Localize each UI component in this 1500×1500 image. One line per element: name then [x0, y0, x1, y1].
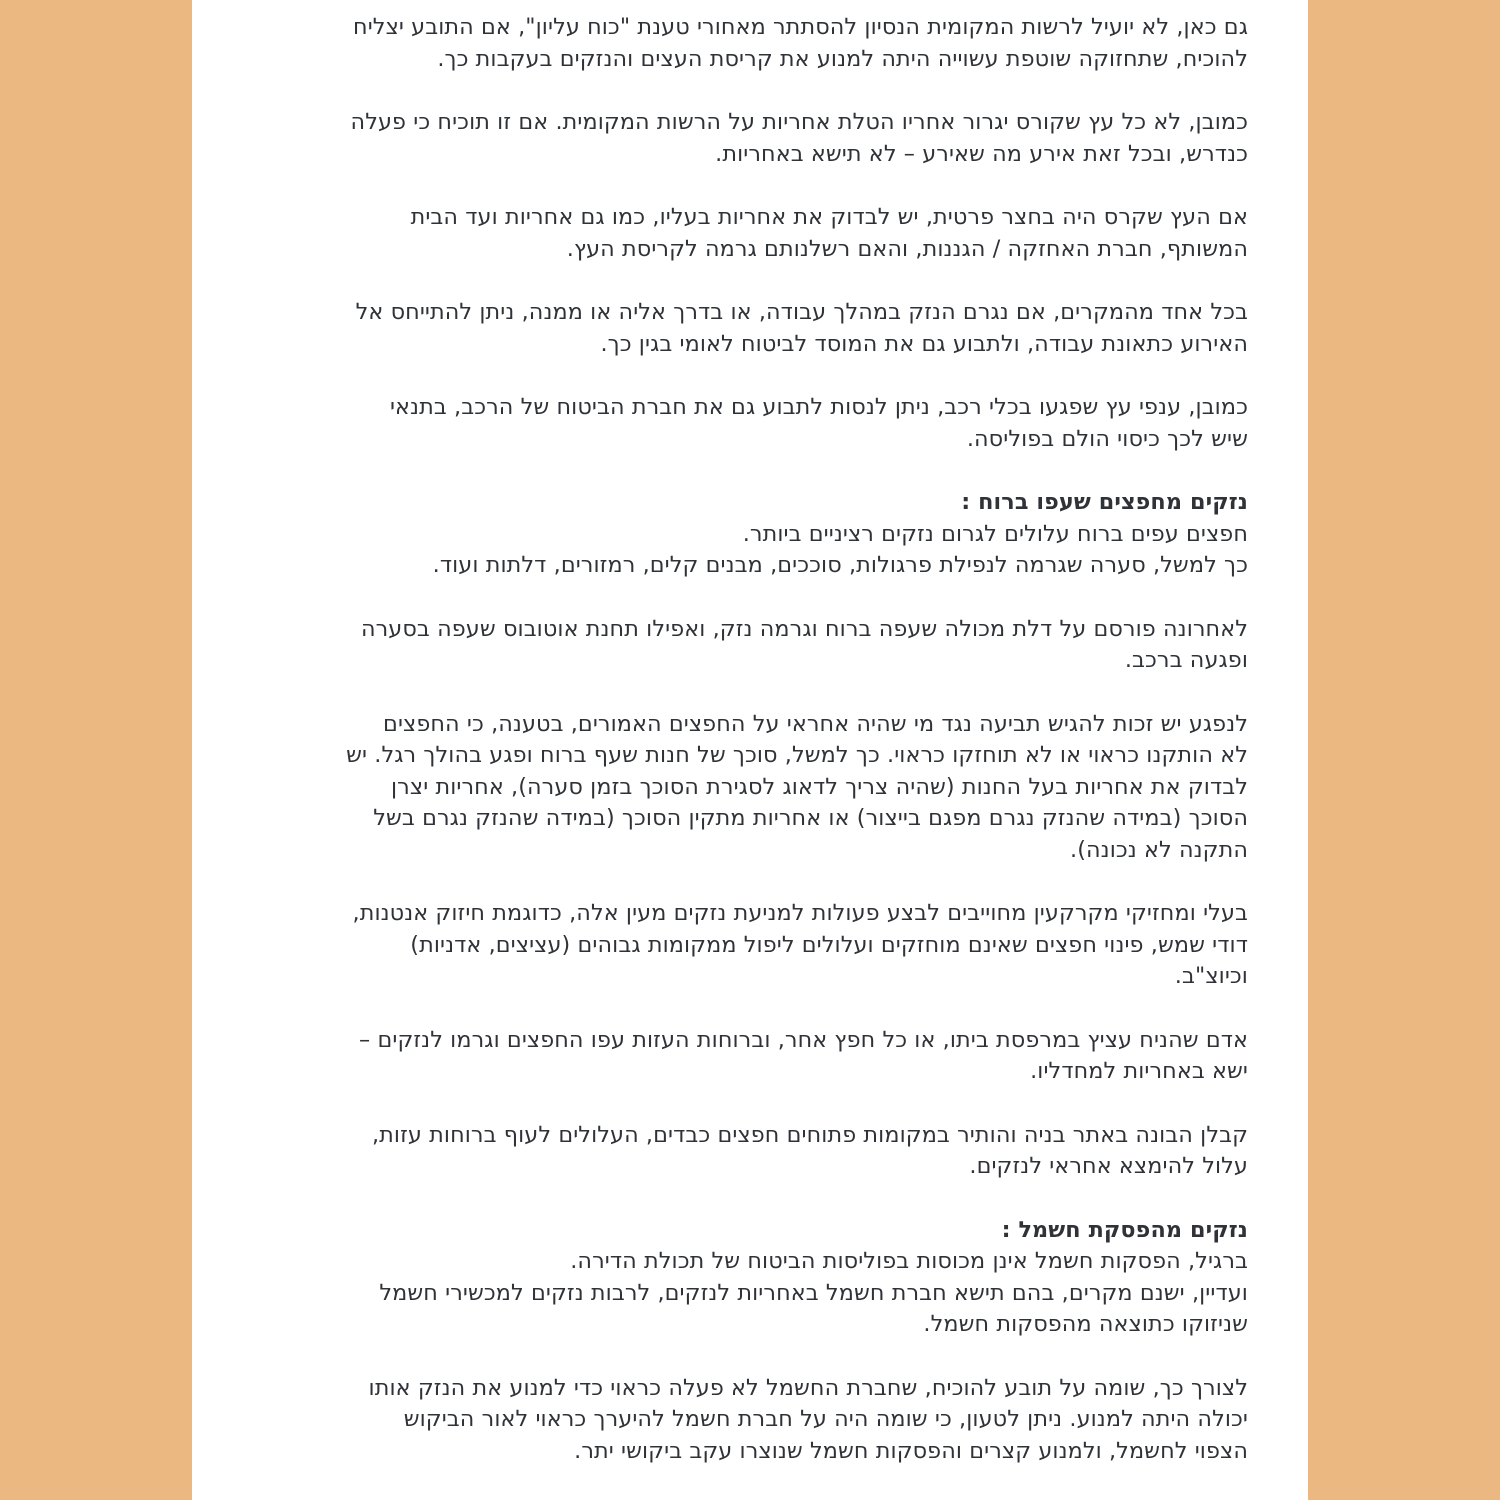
text-line: קבלן הבונה באתר בניה והותיר במקומות פתוחים חפצים כבדים, העלולים לעוף ברוחות עזות,: [371, 1121, 1248, 1148]
text-line: לנפגע יש זכות להגיש תביעה נגד מי שהיה אחראי על החפצים האמורים, בטענה, כי החפצים: [383, 710, 1248, 737]
text-line: בכל אחד מהמקרים, אם נגרם הנזק במהלך עבודה, או בדרך אליה או ממנה, ניתן להתייחס אל: [355, 299, 1248, 325]
text-line: שיש לכך כיסוי הולם בפוליסה.: [966, 425, 1248, 452]
text-line: כמובן, ענפי עץ שפגעו בכלי רכב, ניתן לנסות לתבוע גם את חברת הביטוח של הרכב, בתנאי: [389, 394, 1248, 420]
text-line: דודי שמש, פינוי חפצים שאינם מוחזקים ועלולים ליפול ממקומות גבוהים (עציצים, אדניות): [410, 931, 1248, 958]
paragraph: [252, 898, 1248, 993]
document-page: [192, 0, 1308, 1500]
text-line: הסוכך (במידה שהנזק נגרם מפגם בייצור) או אחריות מתקין הסוכך (במידה שהנזק נגרם בשל: [373, 805, 1248, 831]
paragraph: [252, 614, 1248, 677]
text-line: הצפוי לחשמל, ולמנוע קצרים והפסקות חשמל שנוצרו עקב ביקושי יתר.: [574, 1437, 1248, 1464]
text-line: ועדיין, ישנם מקרים, בהם תישא חברת חשמל באחריות לנזקים, לרבות נזקים למכשירי חשמל: [379, 1279, 1248, 1306]
paragraph: [252, 202, 1248, 265]
paragraph: [252, 1025, 1248, 1088]
section-heading: נזקים מחפצים שעפו ברוח :: [961, 489, 1248, 515]
text-line: אם העץ שקרס היה בחצר פרטית, יש לבדוק את אחריות בעליו, כמו גם אחריות ועד הבית: [410, 204, 1248, 230]
text-line: חפצים עפים ברוח עלולים לגרום נזקים רציניים ביותר.: [742, 520, 1248, 547]
paragraph: [252, 1373, 1248, 1468]
text-line: כמובן, לא כל עץ שקורס יגרור אחריו הטלת אחריות על הרשות המקומית. אם זו תוכיח כי פעלה: [350, 109, 1248, 135]
text-line: לצורך כך, שומה על תובע להוכיח, שחברת החשמל לא פעלה כראוי כדי למנוע את הנזק אותו: [368, 1374, 1248, 1401]
text-line: ברגיל, הפסקות חשמל אינן מכוסות בפוליסות הביטוח של תכולת הדירה.: [570, 1248, 1248, 1274]
text-line: התקנה לא נכונה).: [1070, 836, 1248, 863]
paragraph: [252, 1120, 1248, 1183]
paragraph: [252, 392, 1248, 455]
paragraph: [252, 107, 1248, 170]
text-line: האירוע כתאונת עבודה, ולתבוע גם את המוסד לביטוח לאומי בגין כך.: [600, 330, 1248, 357]
paragraph: [252, 709, 1248, 867]
text-line: יכולה היתה למנוע. ניתן לטעון, כי שומה היה על חברת חשמל להיערך כראוי לאור הביקוש: [403, 1406, 1248, 1432]
section-paragraph: [252, 487, 1248, 582]
text-line: אדם שהניח עציץ במרפסת ביתו, או כל חפץ אחר, וברוחות העזות עפו החפצים וגרמו לנזקים –: [359, 1026, 1248, 1053]
text-line: בעלי ומחזיקי מקרקעין מחוייבים לבצע פעולות למניעת נזקים מעין אלה, כדוגמת חיזוק אנטנות,: [352, 900, 1248, 926]
text-line: לאחרונה פורסם על דלת מכולה שעפה ברוח וגרמה נזק, ואפילו תחנת אוטובוס שעפה בסערה: [360, 615, 1248, 642]
text-line: ופגעה ברכב.: [1124, 647, 1248, 673]
text-line: כנדרש, ובכל זאת אירע מה שאירע – לא תישא באחריות.: [715, 140, 1248, 167]
document-body: [252, 12, 1248, 1499]
text-line: כך למשל, סערה שגרמה לנפילת פרגולות, סוככים, מבנים קלים, רמזורים, דלתות ועוד.: [432, 552, 1248, 578]
text-line: עלול להימצא אחראי לנזקים.: [969, 1153, 1248, 1179]
section-heading: נזקים מהפסקת חשמל :: [1001, 1216, 1248, 1243]
section-paragraph: [252, 1215, 1248, 1341]
text-line: לא הותקנו כראוי או לא תוחזקו כראוי. כך למשל, סוכך של חנות שעף ברוח ופגע בהולך רגל. יש: [346, 742, 1248, 768]
text-line: לבדוק את אחריות בעל החנות (שהיה צריך לדאוג לסגירת הסוכך בזמן סערה), אחריות יצרן: [391, 773, 1248, 800]
paragraph: [252, 297, 1248, 360]
text-line: ישא באחריות למחדליו.: [1030, 1058, 1248, 1084]
text-line: להוכיח, שתחזוקה שוטפת עשוייה היתה למנוע את קריסת העצים והנזקים בעקבות כך.: [437, 45, 1248, 72]
text-line: גם כאן, לא יועיל לרשות המקומית הנסיון להסתתר מאחורי טענת "כוח עליון", אם התובע יצליח: [353, 14, 1248, 40]
paragraph: [252, 12, 1248, 75]
text-line: שניזוקו כתוצאה מהפסקות חשמל.: [923, 1311, 1248, 1337]
text-line: המשותף, חברת האחזקה / הגננות, והאם רשלנותם גרמה לקריסת העץ.: [566, 235, 1248, 262]
text-line: וכיוצ"ב.: [1174, 963, 1248, 989]
